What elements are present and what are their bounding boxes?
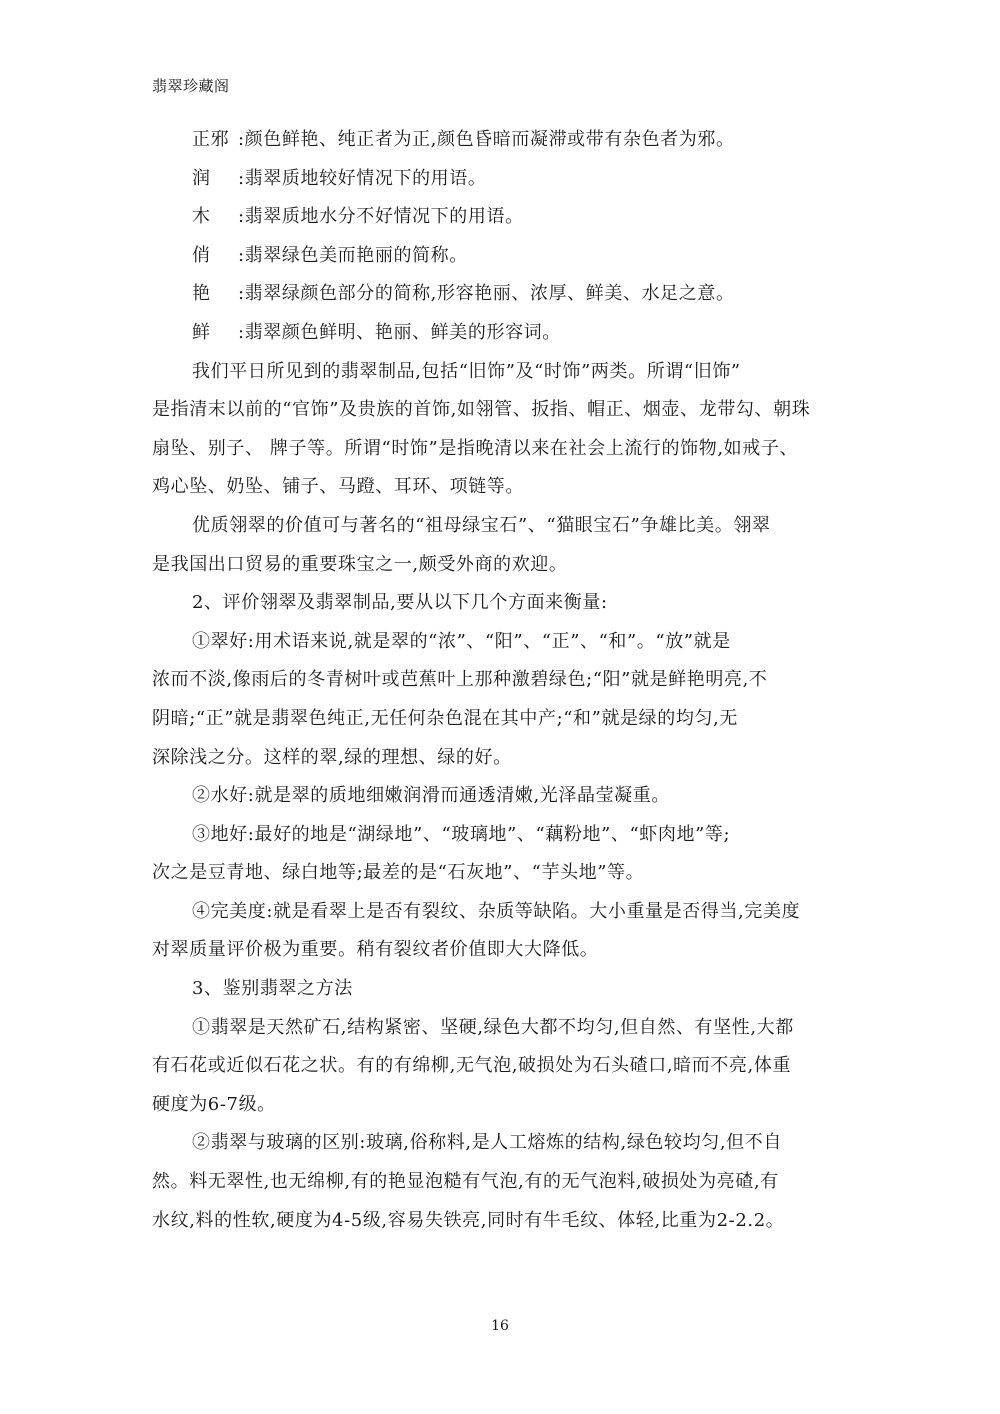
term-line [152,314,852,353]
term-definition: :翡翠颜色鲜明、艳丽、鲜美的形容词。 [238,321,561,343]
paragraph-line: 鸡心坠、奶坠、铺子、马蹬、耳环、项链等。 [152,476,524,498]
paragraph-line: ②翡翠与玻璃的区别:玻璃,俗称料,是人工熔炼的结构,绿色较均匀,但不自 [192,1132,782,1154]
paragraph-line: 深除浅之分。这样的翠,绿的理想、绿的好。 [152,746,512,768]
term-label: 俏 [192,244,211,266]
term-label: 木 [192,206,211,228]
term-definition: :翡翠质地较好情况下的用语。 [238,167,487,189]
term-label: 润 [192,167,211,189]
paragraph-line: ①翡翠是天然矿石,结构紧密、坚硬,绿色大都不均匀,但自然、有坚性,大都 [192,1016,794,1038]
paragraph-line: 硬度为6-7级。 [152,1093,276,1115]
paragraph-line: ④完美度:就是看翠上是否有裂纹、杂质等缺陷。大小重量是否得当,完美度 [192,900,801,922]
paragraph-line: 是指清末以前的“官饰”及贵族的首饰,如翎管、扳指、帽正、烟壶、龙带勾、朝珠 [152,399,811,421]
term-definition: :翡翠质地水分不好情况下的用语。 [238,206,524,228]
term-definition: :翡翠绿颜色部分的简称,形容艳丽、浓厚、鲜美、水足之意。 [238,283,735,305]
term-label: 正邪 [192,129,230,150]
paragraph-line: 然。料无翠性,也无绵柳,有的艳显泡糙有气泡,有的无气泡料,破损处为亮碴,有 [152,1171,779,1193]
paragraph-line: 浓而不淡,像雨后的冬青树叶或芭蕉叶上那种激碧绿色;“阳”就是鲜艳明亮,不 [152,669,768,691]
paragraph-line: ③地好:最好的地是“湖绿地”、“玻璃地”、“藕粉地”、“虾肉地”等; [192,823,731,845]
paragraph-line: 水纹,料的性软,硬度为4-5级,容易失铁亮,同时有牛毛纹、体轻,比重为2-2.2。 [152,1209,785,1231]
paragraph-line: 优质翎翠的价值可与著名的“祖母绿宝石”、“猫眼宝石”争雄比美。翎翠 [192,514,771,536]
paragraph-line: 阴暗;“正”就是翡翠色纯正,无任何杂色混在其中产;“和”就是绿的均匀,无 [152,707,738,729]
page-number: 16 [491,1318,509,1334]
term-line [152,160,852,199]
term-label: 艳 [192,283,211,305]
paragraph-line: ①翠好:用术语来说,就是翠的“浓”、“阳”、“正”、“和”。“放”就是 [192,630,731,652]
paragraph-line: 对翠质量评价极为重要。稍有裂纹者价值即大大降低。 [152,939,599,961]
paragraph-line: 次之是豆青地、绿白地等;最差的是“石灰地”、“芋头地”等。 [152,862,645,884]
paragraph-line: 是我国出口贸易的重要珠宝之一,颇受外商的欢迎。 [152,553,568,575]
section-heading: 3、鉴别翡翠之方法 [192,978,353,1000]
term-line [152,275,852,314]
document-body [152,121,852,1240]
paragraph-line: ②水好:就是翠的质地细嫩润滑而通透清嫩,光泽晶莹凝重。 [192,785,670,807]
term-line [152,121,852,160]
paragraph-line: 扇坠、别子、 牌子等。所谓“时饰”是指晚清以来在社会上流行的饰物,如戒子、 [152,437,799,459]
term-label: 鲜 [192,321,211,343]
term-definition: :翡翠绿色美而艳丽的简称。 [238,244,468,266]
paragraph-line: 我们平日所见到的翡翠制品,包括“旧饰”及“时饰”两类。所谓“旧饰” [192,360,741,382]
term-line [152,198,852,237]
paragraph-line: 有石花或近似石花之状。有的有绵柳,无气泡,破损处为石头碴口,暗而不亮,体重 [152,1055,792,1077]
term-definition: :颜色鲜艳、纯正者为正,颜色昏暗而凝滞或带有杂色者为邪。 [238,129,735,150]
page-header-title: 翡翠珍藏阁 [152,77,230,95]
section-heading: 2、评价翎翠及翡翠制品,要从以下几个方面来衡量: [192,592,608,614]
term-line [152,237,852,276]
